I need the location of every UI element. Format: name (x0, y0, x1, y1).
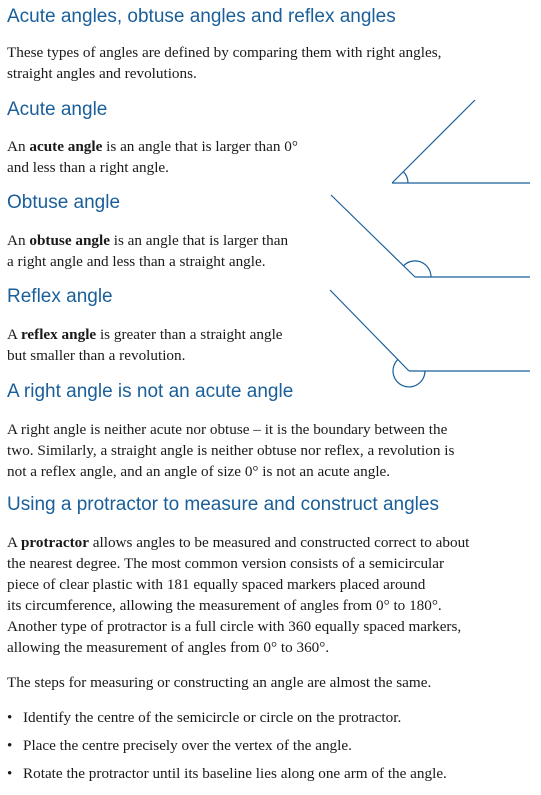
reflex-angle-arc (393, 360, 425, 387)
protractor-line-4: its circumference, allowing the measurement of angles from 0° to 180°. (7, 597, 442, 614)
protractor-term: protractor (20, 534, 89, 551)
protractor-heading: Using a protractor to measure and construct angles (7, 494, 439, 515)
acute-angle-slanted-arm (392, 100, 475, 183)
protractor-pre: A (7, 534, 21, 551)
obtuse-angle-slanted-arm (331, 195, 415, 277)
protractor-line-2: the nearest degree. The most common version consists of a semicircular (7, 555, 445, 572)
reflex-term: reflex angle (20, 326, 97, 343)
protractor-post: allows angles to be measured and constructed correct to about (88, 534, 470, 551)
reflex-heading: Reflex angle (7, 286, 113, 307)
intro-line-1: These types of angles are defined by comparing them with right angles, (7, 44, 442, 61)
right-angle-line-1: A right angle is neither acute nor obtuse – it is the boundary between the (7, 421, 448, 438)
bullet-icon: • (7, 737, 13, 754)
acute-line-2: and less than a right angle. (7, 159, 169, 176)
obtuse-line-2: a right angle and less than a straight angle. (7, 253, 266, 270)
reflex-post: is greater than a straight angle (96, 326, 283, 343)
obtuse-angle-diagram (331, 195, 530, 277)
step-text: Identify the centre of the semicircle or circle on the protractor. (23, 709, 402, 726)
protractor-line-6: allowing the measurement of angles from 0° to 360°. (7, 639, 330, 656)
bullet-icon: • (7, 709, 13, 726)
step-text: Place the centre precisely over the vertex of the angle. (23, 737, 352, 754)
protractor-line-5: Another type of protractor is a full circle with 360 equally spaced markers, (7, 618, 462, 635)
acute-pre: An (7, 138, 30, 155)
bullet-icon: • (7, 765, 13, 782)
reflex-angle-diagram (330, 290, 530, 387)
acute-term: acute angle (29, 138, 103, 155)
obtuse-angle-arc (404, 261, 432, 277)
acute-angle-diagram (392, 100, 530, 183)
acute-heading: Acute angle (7, 99, 108, 120)
right-angle-heading: A right angle is not an acute angle (7, 381, 294, 402)
steps-intro: The steps for measuring or constructing an angle are almost the same. (7, 674, 432, 691)
protractor-line-3: piece of clear plastic with 181 equally spaced markers placed around (7, 576, 426, 593)
acute-angle-arc (403, 172, 408, 183)
reflex-line-2: but smaller than a revolution. (7, 347, 186, 364)
obtuse-term: obtuse angle (29, 232, 110, 249)
obtuse-pre: An (7, 232, 30, 249)
acute-post: is an angle that is larger than 0° (102, 138, 298, 155)
right-angle-line-3: not a reflex angle, and an angle of size 0° is not an acute angle. (7, 463, 391, 480)
obtuse-heading: Obtuse angle (7, 192, 121, 213)
step-text: Rotate the protractor until its baseline lies along one arm of the angle. (23, 765, 447, 782)
main-heading: Acute angles, obtuse angles and reflex angles (7, 6, 396, 27)
right-angle-line-2: two. Similarly, a straight angle is neither obtuse nor reflex, a revolution is (7, 442, 455, 459)
intro-line-2: straight angles and revolutions. (7, 65, 197, 82)
reflex-angle-slanted-arm (330, 290, 409, 371)
obtuse-post: is an angle that is larger than (109, 232, 289, 249)
reflex-pre: A (7, 326, 21, 343)
